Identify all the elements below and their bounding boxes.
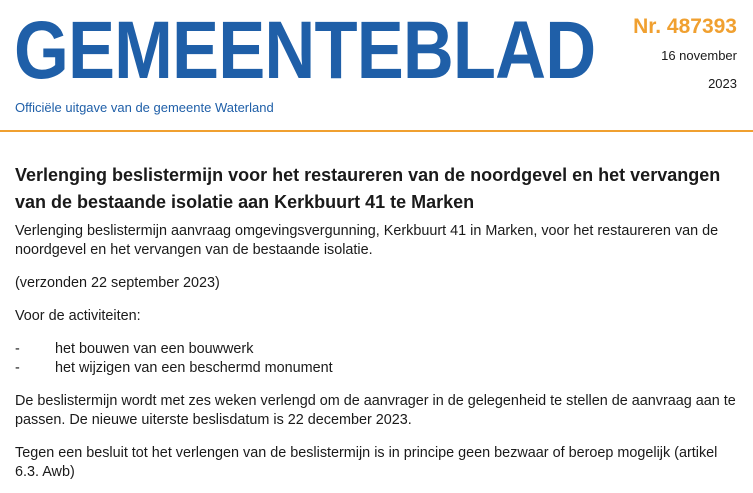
list-item <box>15 340 743 359</box>
issue-date: 16 november <box>661 48 737 63</box>
masthead-subtitle: Officiële uitgave van de gemeente Waterland <box>15 100 274 115</box>
header-divider <box>0 130 753 132</box>
masthead-title: GEMEENTEBLAD <box>14 5 596 96</box>
activities-heading: Voor de activiteiten: <box>15 308 141 324</box>
list-bullet: - <box>15 341 20 357</box>
list-bullet: - <box>15 360 20 376</box>
sent-date-paragraph: (verzonden 22 september 2023) <box>15 275 220 291</box>
issue-number: Nr. 487393 <box>633 15 737 38</box>
objection-paragraph: Tegen een besluit tot het verlengen van de beslistermijn is in principe geen bezwaar of beroep mogelijk (artikel 6.3. Awb) <box>15 445 718 480</box>
document-title: Verlenging beslistermijn voor het restaureren van de noordgevel en het vervangen van de bestaande isolatie aan Kerkbuurt 41 te Marken <box>15 165 721 212</box>
document-body <box>15 162 743 493</box>
list-item-text: het bouwen van een bouwwerk <box>55 341 254 357</box>
intro-paragraph: Verlenging beslistermijn aanvraag omgevingsvergunning, Kerkbuurt 41 in Marken, voor het restaureren van de noordgevel en het vervangen van de bestaande isolatie. <box>15 223 719 258</box>
list-item <box>15 359 743 378</box>
activities-list <box>15 340 743 378</box>
extension-paragraph: De beslistermijn wordt met zes weken verlengd om de aanvrager in de gelegenheid te stellen de aanvraag aan te passen. De nieuwe uiterste beslisdatum is 22 december 2023. <box>15 393 736 428</box>
issue-year: 2023 <box>708 76 737 91</box>
list-item-text: het wijzigen van een beschermd monument <box>55 360 333 376</box>
